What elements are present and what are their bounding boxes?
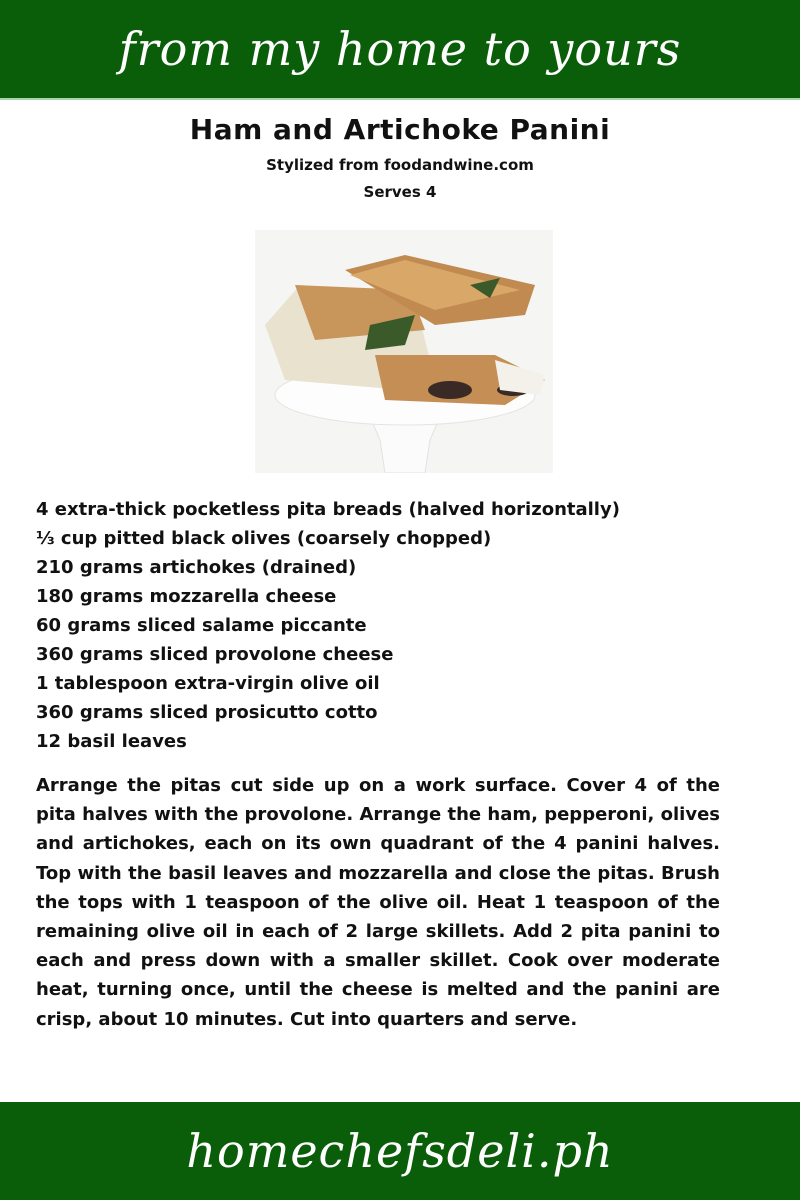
footer-site: homechefsdeli.ph [186, 1124, 614, 1178]
ingredient-item: 360 grams sliced prosicutto cotto [36, 702, 378, 723]
footer-banner [0, 1102, 800, 1200]
ingredient-item: ⅓ cup pitted black olives (coarsely chopped) [36, 528, 492, 549]
ingredient-item: 12 basil leaves [36, 731, 187, 752]
recipe-source: Stylized from foodandwine.com [266, 156, 534, 174]
ingredient-item: 180 grams mozzarella cheese [36, 586, 337, 607]
panini-photo [255, 230, 553, 473]
recipe-serves: Serves 4 [363, 183, 437, 201]
header-banner [0, 0, 800, 100]
recipe-title: Ham and Artichoke Panini [189, 113, 611, 146]
ingredient-item: 360 grams sliced provolone cheese [36, 644, 394, 665]
ingredient-item: 4 extra-thick pocketless pita breads (halved horizontally) [36, 499, 620, 520]
method-paragraph: Arrange the pitas cut side up on a work surface. Cover 4 of the pita halves with the provolone. Arrange the ham, pepperoni, olives and artichokes, each on its own quadrant of the 4 panini halves. Top with the basil leaves and mozzarella and close the pitas. Brush the tops with 1 teaspoon of the olive oil. Heat 1 teaspoon of the remaining olive oil in each of 2 large skillets. Add 2 pita panini to each and press down with a smaller skillet. Cook over moderate heat, turning once, until the cheese is melted and the panini are crisp, about 10 minutes. Cut into quarters and serve. [36, 775, 720, 1030]
ingredient-item: 1 tablespoon extra-virgin olive oil [36, 673, 380, 694]
tagline: from my home to yours [118, 22, 682, 76]
ingredient-list [36, 495, 620, 756]
ingredient-item: 210 grams artichokes (drained) [36, 557, 357, 578]
ingredient-item: 60 grams sliced salame piccante [36, 615, 367, 636]
